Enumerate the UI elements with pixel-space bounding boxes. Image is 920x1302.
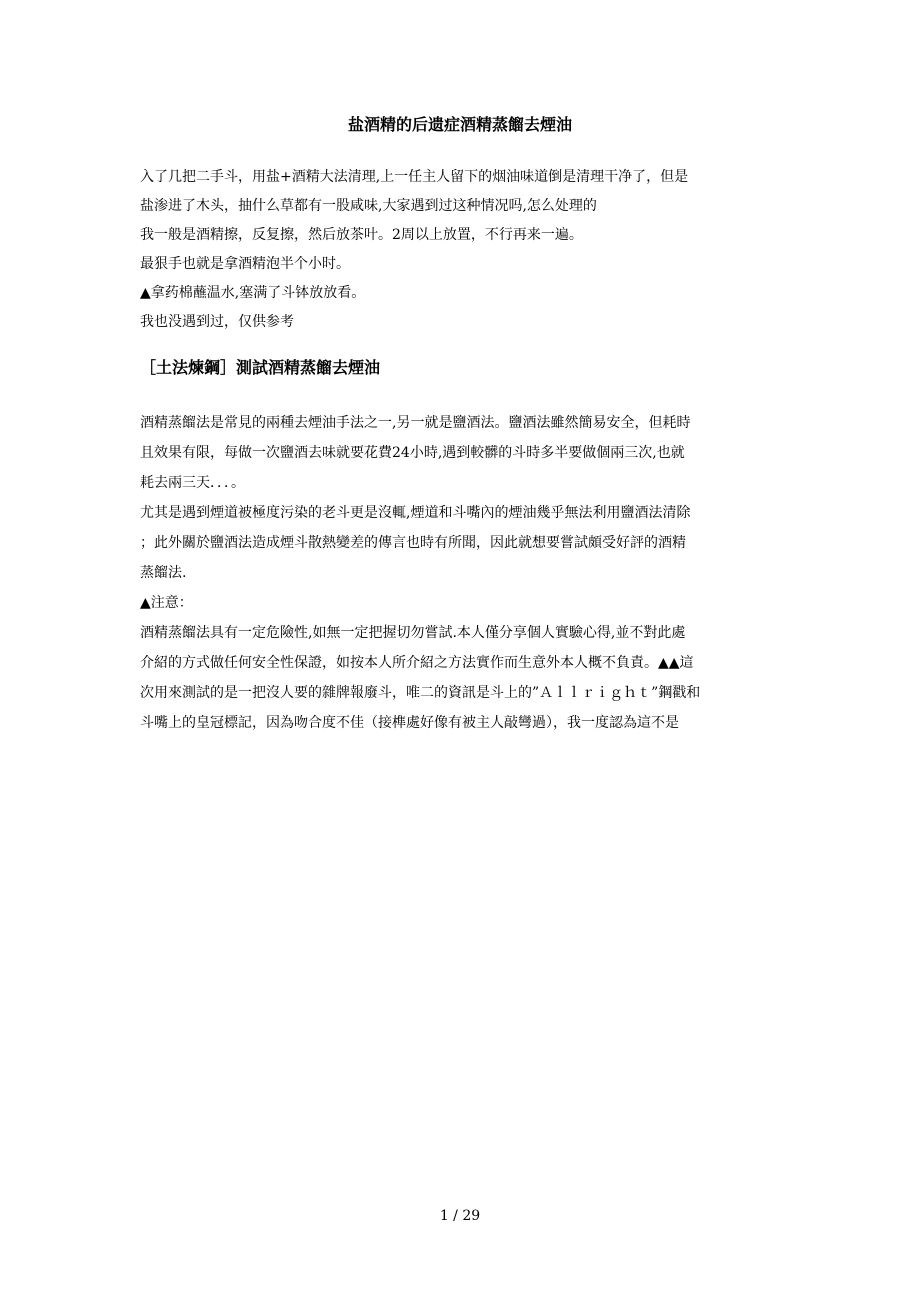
paragraph-line: 我一般是酒精擦，反复擦，然后放茶叶。2周以上放置，不行再来一遍。 (140, 227, 583, 243)
document-title: 盐酒精的后遗症酒精蒸餾去煙油 (347, 115, 572, 134)
paragraph-line: ▲拿药棉蘸温水,塞满了斗钵放放看。 (140, 285, 366, 301)
paragraph-line: 尤其是遇到煙道被極度污染的老斗更是沒輒,煙道和斗嘴內的煙油幾乎無法利用鹽酒法清除 (140, 505, 691, 521)
paragraph-line: 最狠手也就是拿酒精泡半个小时。 (140, 256, 350, 272)
paragraph-line: 盐渗进了木头，抽什么草都有一股咸味,大家遇到过这种情况吗,怎么处理的 (140, 198, 597, 214)
article-body (140, 408, 785, 738)
paragraph-line: 斗嘴上的皇冠標記，因為吻合度不佳（接榫處好像有被主人敲彎過），我一度認為這不是 (140, 715, 679, 731)
forum-discussion (140, 163, 785, 337)
paragraph-line: 介紹的方式做任何安全性保證，如按本人所介紹之方法實作而生意外本人概不負責。▲▲這 (140, 655, 694, 671)
page-number: 1 / 29 (439, 1208, 481, 1224)
paragraph-line: 耗去兩三天．．．。 (140, 475, 245, 491)
section-heading: ［土法煉鋼］測試酒精蒸餾去煙油 (140, 358, 381, 377)
paragraph-line: 次用來測試的是一把沒人要的雜牌報廢斗，唯二的資訊是斗上的”Ａｌｌｒｉｇｈｔ”鋼戳和 (140, 685, 701, 701)
paragraph-line: 且效果有限，每做一次鹽酒去味就要花費24小時,遇到較髒的斗時多半要做個兩三次,也就 (140, 445, 685, 461)
paragraph-line: 酒精蒸餾法具有一定危險性,如無一定把握切勿嘗試.本人僅分享個人實驗心得,並不對此處 (140, 625, 686, 641)
paragraph-line: 我也没遇到过，仅供参考 (140, 314, 294, 330)
paragraph-line: 蒸餾法. (140, 565, 187, 581)
paragraph-line: 酒精蒸餾法是常見的兩種去煙油手法之一,另一就是鹽酒法。鹽酒法雖然簡易安全，但耗時 (140, 415, 691, 431)
paragraph-line: ；此外關於鹽酒法造成煙斗散熱變差的傳言也時有所聞，因此就想要嘗試頗受好評的酒精 (140, 535, 686, 551)
paragraph-line: ▲注意： (140, 595, 193, 611)
paragraph-line: 入了几把二手斗，用盐+酒精大法清理,上一任主人留下的烟油味道倒是清理干净了，但是 (140, 169, 689, 185)
